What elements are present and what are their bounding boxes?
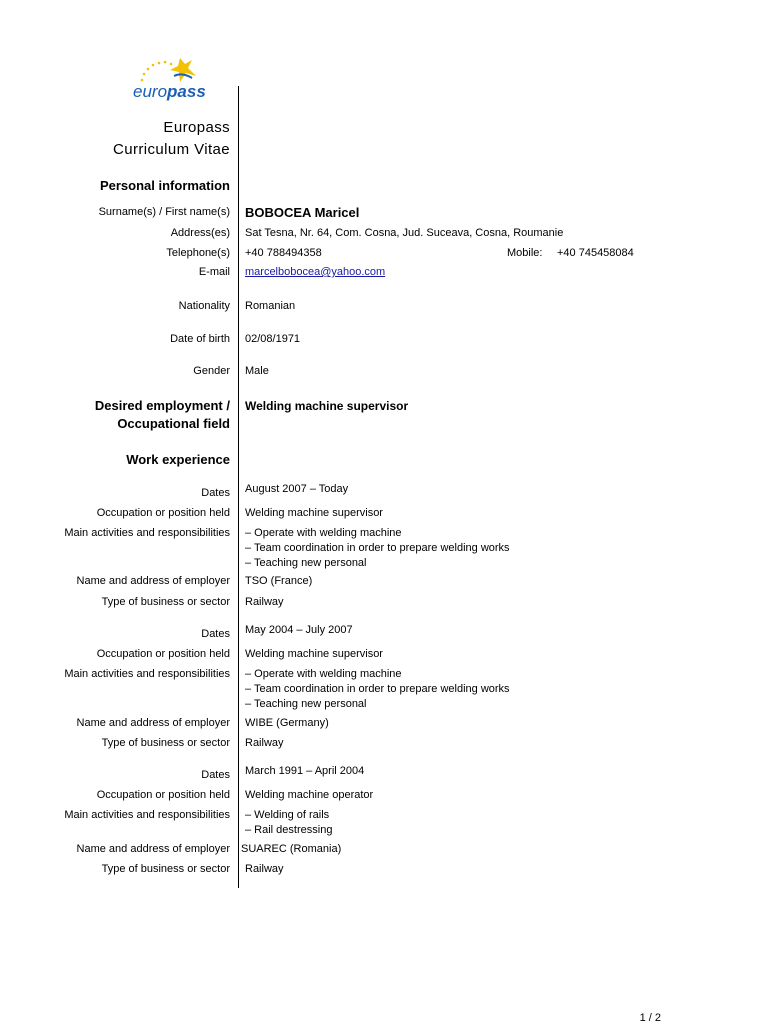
full-name: BOBOCEA Maricel: [245, 205, 360, 220]
section-desired-employment: Desired employment /: [94, 398, 230, 413]
job-activities-label: Main activities and responsibilities: [64, 527, 230, 539]
job-activities-label: Main activities and responsibilities: [64, 809, 230, 821]
section-personal-information: Personal information: [99, 178, 230, 193]
activity-item: – Operate with welding machine: [245, 527, 402, 539]
address-label: Address(es): [170, 227, 230, 239]
nationality-value: Romanian: [245, 300, 296, 312]
section-occupational-field: Occupational field: [117, 416, 230, 431]
email-link[interactable]: marcelbobocea@yahoo.com: [245, 266, 386, 278]
activity-item: – Teaching new personal: [245, 557, 367, 569]
job-occupation: Welding machine supervisor: [245, 648, 383, 660]
job-business: Railway: [245, 863, 284, 875]
activity-item: – Welding of rails: [245, 809, 330, 821]
job-employer-label: Name and address of employer: [76, 575, 230, 587]
job-occupation-label: Occupation or position held: [96, 507, 230, 519]
desired-employment-value: Welding machine supervisor: [245, 399, 409, 413]
europass-logo: [130, 54, 225, 104]
job-dates-label: Dates: [201, 769, 230, 781]
job-employer: TSO (France): [245, 575, 313, 587]
europass-wordmark: europass: [133, 82, 206, 101]
nationality-label: Nationality: [178, 300, 230, 312]
job-employer: SUAREC (Romania): [241, 843, 342, 855]
activity-item: – Team coordination in order to prepare welding works: [245, 683, 510, 695]
column-divider: [238, 86, 239, 888]
job-occupation: Welding machine supervisor: [245, 507, 383, 519]
job-business-label: Type of business or sector: [101, 863, 230, 875]
telephone-value: +40 788494358: [245, 247, 322, 259]
doc-title-europass: Europass: [163, 119, 230, 136]
activity-item: – Rail destressing: [245, 824, 333, 836]
gender-label: Gender: [193, 365, 230, 377]
job-activities: [245, 808, 332, 838]
section-work-experience: Work experience: [126, 452, 230, 467]
dob-value: 02/08/1971: [245, 333, 301, 345]
job-occupation: Welding machine operator: [245, 789, 374, 801]
job-business-label: Type of business or sector: [101, 737, 230, 749]
activity-item: – Team coordination in order to prepare welding works: [245, 542, 510, 554]
telephone-label: Telephone(s): [166, 247, 230, 259]
activity-item: – Operate with welding machine: [245, 668, 402, 680]
dob-label: Date of birth: [170, 333, 230, 345]
job-employer-label: Name and address of employer: [76, 717, 230, 729]
job-activities: [245, 667, 510, 712]
address-value: Sat Tesna, Nr. 64, Com. Cosna, Jud. Suceava, Cosna, Roumanie: [245, 227, 564, 239]
job-occupation-label: Occupation or position held: [96, 789, 230, 801]
gender-value: Male: [245, 365, 269, 377]
job-business: Railway: [245, 596, 284, 608]
job-dates-label: Dates: [201, 487, 230, 499]
job-business-label: Type of business or sector: [101, 596, 230, 608]
job-employer-label: Name and address of employer: [76, 843, 230, 855]
doc-title-cv: Curriculum Vitae: [113, 141, 230, 158]
job-business: Railway: [245, 737, 284, 749]
job-dates: August 2007 – Today: [245, 483, 349, 495]
job-dates: May 2004 – July 2007: [245, 624, 353, 636]
job-activities: [245, 526, 510, 571]
name-label: Surname(s) / First name(s): [98, 206, 230, 218]
mobile-label: Mobile:: [507, 247, 543, 259]
job-activities-label: Main activities and responsibilities: [64, 668, 230, 680]
job-dates-label: Dates: [201, 628, 230, 640]
email-label: E-mail: [198, 266, 230, 278]
job-dates: March 1991 – April 2004: [245, 765, 365, 777]
page-number: 1 / 2: [639, 1012, 661, 1024]
job-employer: WIBE (Germany): [245, 717, 329, 729]
job-occupation-label: Occupation or position held: [96, 648, 230, 660]
activity-item: – Teaching new personal: [245, 698, 367, 710]
mobile-value: +40 745458084: [557, 247, 634, 259]
